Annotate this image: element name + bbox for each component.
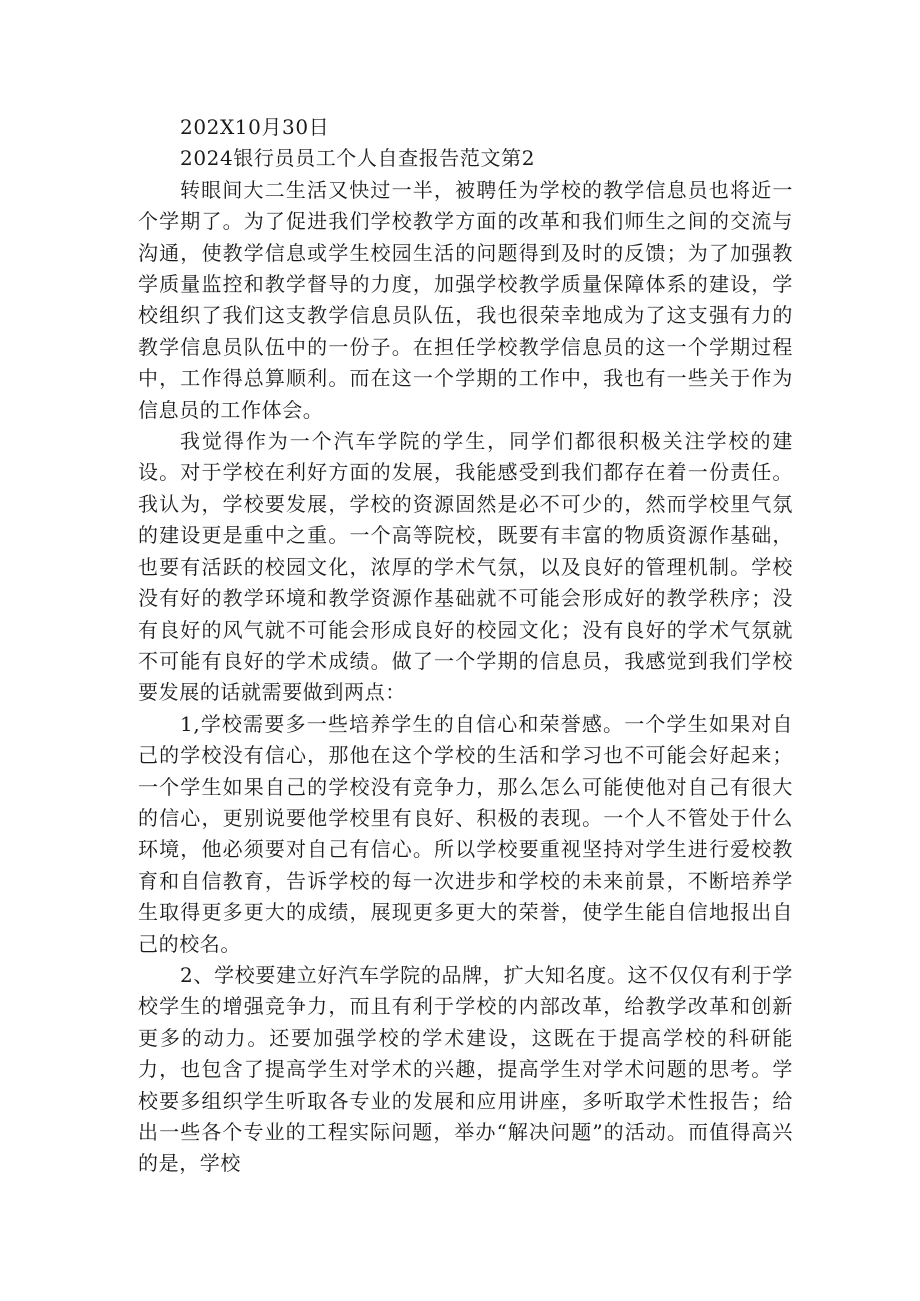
paragraph-3: 1,学校需要多一些培养学生的自信心和荣誉感。一个学生如果对自己的学校没有信心，那他在这个学校的生活和学习也不可能会好起来；一个学生如果自己的学校没有竞争力，那么怎么可能使他对自己有很大的信心，更别说要他学校里有良好、积极的表现。一个人不管处于什么环境，他必须要对自己有信心。所以学校要重视坚持对学生进行爱校教育和自信教育，告诉学校的每一次进步和学校的未来前景，不断培养学生取得更多更大的成绩，展现更多更大的荣誉，使学生能自信地报出自己的校名。: [138, 711, 793, 956]
paragraph-1: 转眼间大二生活又快过一半，被聘任为学校的教学信息员也将近一个学期了。为了促进我们学校教学方面的改革和我们师生之间的交流与沟通，使教学信息或学生校园生活的问题得到及时的反馈；为了加强教学质量监控和教学督导的力度，加强学校教学质量保障体系的建设，学校组织了我们这支教学信息员队伍，我也很荣幸地成为了这支强有力的教学信息员队伍中的一份子。在担任学校教学信息员的这一个学期过程中，工作得总算顺利。而在这一个学期的工作中，我也有一些关于作为信息员的工作体会。: [138, 177, 793, 422]
date-line: 202X10月30日: [180, 115, 330, 139]
document-page: [138, 112, 793, 1180]
paragraph-2: 我觉得作为一个汽车学院的学生，同学们都很积极关注学校的建设。对于学校在利好方面的发展，我能感受到我们都存在着一份责任。我认为，学校要发展，学校的资源固然是必不可少的，然而学校里气氛的建设更是重中之重。一个高等院校，既要有丰富的物质资源作基础，也要有活跃的校园文化，浓厚的学术气氛，以及良好的管理机制。学校没有好的教学环境和教学资源作基础就不可能会形成好的教学秩序；没有良好的风气就不可能会形成良好的校园文化；没有良好的学术气氛就不可能有良好的学术成绩。做了一个学期的信息员，我感觉到我们学校要发展的话就需要做到两点：: [138, 429, 793, 705]
document-title: 2024银行员员工个人自查报告范文第2: [180, 146, 536, 171]
paragraph-4: 2、学校要建立好汽车学院的品牌，扩大知名度。这不仅仅有利于学校学生的增强竞争力，而且有利于学校的内部改革，给教学改革和创新更多的动力。还要加强学校的学术建设，这既在于提高学校的科研能力，也包含了提高学生对学术的兴趣，提高学生对学术问题的思考。学校要多组织学生听取各专业的发展和应用讲座，多听取学术性报告；给出一些各个专业的工程实际问题，举办“解决问题”的活动。而值得高兴的是，学校: [138, 962, 793, 1176]
